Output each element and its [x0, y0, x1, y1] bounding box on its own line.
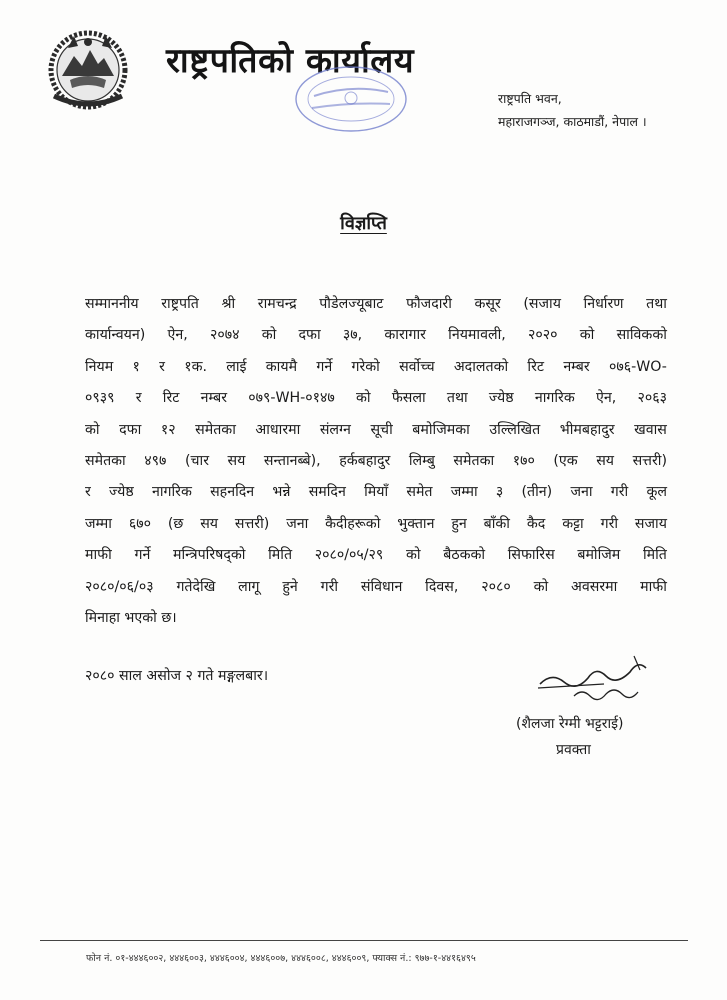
body-line: मिनाहा भएको छ। — [85, 610, 177, 626]
address-line-1: राष्ट्रपति भवन, — [498, 91, 562, 106]
body-line: जम्मा ६७० (छ सय सत्तरी) जना कैदीहरूको भुक्तान हुन बाँकी कैद कट्टा गरी सजाय — [85, 515, 667, 532]
office-stamp-icon — [292, 62, 410, 136]
signer-role: प्रवक्ता — [556, 742, 591, 758]
body-line: सम्माननीय राष्ट्रपति श्री रामचन्द्र पौडेलज्यूबाट फौजदारी कसूर (सजाय निर्धारण तथा — [85, 296, 667, 312]
body-line: ०९३९ र रिट नम्बर ०७९-WH-०१४७ को फैसला तथा ज्येष्ठ नागरिक ऐन, २०६३ — [85, 390, 667, 407]
notice-date: २०८० साल असोज २ गते मङ्गलबार। — [85, 668, 269, 684]
body-line: २०८०/०६/०३ गतेदेखि लागू हुने गरी संविधान दिवस, २०८० को अवसरमा माफी — [85, 578, 667, 595]
signature-icon — [534, 650, 656, 706]
nepal-coat-of-arms-icon — [40, 26, 136, 112]
signer-name: (शैलजा रेग्मी भट्टराई) — [516, 716, 624, 732]
body-line: कार्यान्वयन) ऐन, २०७४ को दफा ३७, कारागार नियमावली, २०२० को साविकको — [85, 327, 667, 344]
office-title: राष्ट्रपतिको कार्यालय — [166, 41, 415, 81]
body-line: माफी गर्ने मन्त्रिपरिषद्को मिति २०८०/०५/२९ को बैठकको सिफारिस बमोजिम मिति — [85, 547, 667, 564]
body-line: समेतका ४९७ (चार सय सन्तानब्बे), हर्कबहादुर लिम्बु समेतका १७० (एक सय सत्तरी) — [85, 453, 667, 469]
notice-heading: विज्ञप्ति — [340, 213, 387, 234]
body-line: र ज्येष्ठ नागरिक सहनदिन भन्ने समदिन मियाँ समेत जम्मा ३ (तीन) जना गरी कूल — [85, 484, 667, 501]
body-line: नियम १ र १क. लाई कायमै गर्ने गरेको सर्वोच्च अदालतको रिट नम्बर ०७६-WO- — [85, 358, 667, 375]
footer-contact: फोन नं. ०१-४४४६००२, ४४४६००३, ४४४६००४, ४४४६००७, ४४४६००८, ४४४६००९, फ्याक्स नं.: ९७७-१-४४१६४९५ — [86, 953, 476, 964]
footer-divider — [40, 940, 688, 941]
address-line-2: महाराजगञ्ज, काठमाडौं, नेपाल । — [498, 114, 647, 129]
body-line: को दफा १२ समेतका आधारमा संलग्न सूची बमोजिमका उल्लिखित भीमबहादुर खवास — [85, 421, 667, 438]
